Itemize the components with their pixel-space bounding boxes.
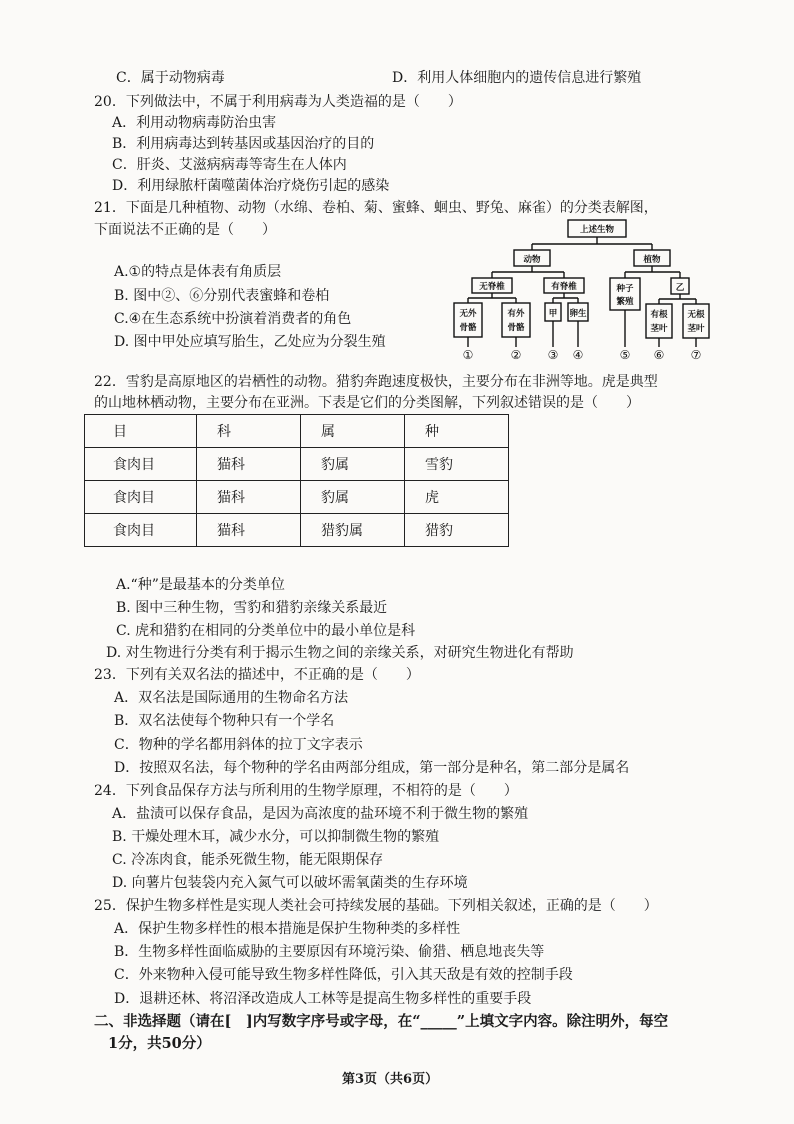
classification-table (84, 414, 509, 547)
q20-option-a: A．利用动物病毒防治虫害 (112, 115, 277, 131)
q24-option-a: A．盐渍可以保存食品，是因为高浓度的盐环境不利于微生物的繁殖 (112, 806, 529, 822)
diagram-number-3: ③ (547, 348, 559, 362)
q21-option-b: B. 图中②、⑥分别代表蜜蜂和卷柏 (114, 288, 330, 304)
diagram-seed-label-2: 繁殖 (616, 297, 634, 307)
diagram-yi-label: 乙 (675, 283, 685, 293)
q23-option-d: D．按照双名法，每个物种的学名由两部分组成，第一部分是种名，第二部分是属名 (114, 760, 630, 776)
table-cell: 雪豹 (405, 448, 509, 481)
q20-option-d: D．利用绿脓杆菌噬菌体治疗烧伤引起的感染 (112, 178, 390, 194)
q24-option-b: B. 干燥处理木耳，减少水分，可以抑制微生物的繁殖 (112, 829, 440, 845)
q20-option-c: C．肝炎、艾滋病病毒等寄生在人体内 (112, 157, 347, 173)
table-header-cell: 科 (197, 415, 301, 448)
q21-option-a: A.①的特点是体表有角质层 (114, 264, 282, 280)
q25-option-a: A．保护生物多样性的根本措施是保护生物种类的多样性 (114, 921, 461, 937)
table-cell: 猫科 (197, 514, 301, 547)
section2-heading-line2: 1分，共50分） (108, 1035, 211, 1052)
q22-stem-line1: 22．雪豹是高原地区的岩栖性的动物。猎豹奔跑速度极快，主要分布在非洲等地。虎是典型 (94, 374, 658, 390)
table-row (85, 481, 509, 514)
q22-stem-line2: 的山地林栖动物，主要分布在亚洲。下表是它们的分类图解，下列叙述错误的是（ ） (94, 395, 640, 411)
table-header-cell: 目 (85, 415, 197, 448)
q23-option-b: B．双名法使每个物种只有一个学名 (114, 713, 335, 729)
q25-option-d: D．退耕还林、将沼泽改造成人工林等是提高生物多样性的重要手段 (114, 991, 532, 1007)
table-cell: 食肉目 (85, 514, 197, 547)
diagram-animal-label: 动物 (523, 255, 541, 265)
table-cell: 猎豹属 (301, 514, 405, 547)
diagram-number-2: ② (510, 348, 522, 362)
table-row (85, 514, 509, 547)
table-header-cell: 种 (405, 415, 509, 448)
table-header-cell: 属 (301, 415, 405, 448)
q25-stem: 25．保护生物多样性是实现人类社会可持续发展的基础。下列相关叙述，正确的是（ ） (94, 898, 658, 914)
q22-option-b: B. 图中三种生物，雪豹和猎豹亲缘关系最近 (116, 600, 388, 616)
q24-stem: 24．下列食品保存方法与所利用的生物学原理，不相符的是（ ） (94, 783, 518, 799)
q24-option-c: C. 冷冻肉食，能杀死微生物，能无限期保存 (112, 852, 384, 868)
q21-stem-line1: 21．下面是几种植物、动物（水绵、卷柏、菊、蜜蜂、蛔虫、野兔、麻雀）的分类表解图， (94, 200, 658, 216)
diagram-no-exo-label-2: 骨骼 (459, 323, 477, 333)
classification-diagram (440, 216, 720, 366)
diagram-number-5: ⑤ (619, 348, 631, 362)
q25-option-c: C．外来物种入侵可能导致生物多样性降低，引入其天敌是有效的控制手段 (114, 967, 573, 983)
diagram-seed-label-1: 种子 (616, 284, 634, 294)
diagram-plant-label: 植物 (643, 255, 661, 265)
diagram-root-stem-label-2: 茎叶 (650, 324, 668, 334)
table-cell: 猎豹 (405, 514, 509, 547)
table-cell: 虎 (405, 481, 509, 514)
q23-option-a: A．双名法是国际通用的生物命名方法 (114, 690, 349, 706)
q22-option-a: A.“种”是最基本的分类单位 (116, 577, 285, 593)
q19-option-d: D．利用人体细胞内的遗传信息进行繁殖 (392, 70, 642, 86)
table-header-row (85, 415, 509, 448)
diagram-jia-label: 甲 (548, 309, 558, 319)
diagram-has-exo-label-2: 骨骼 (507, 323, 525, 333)
diagram-egg-label: 卵生 (569, 309, 587, 319)
diagram-number-4: ④ (572, 348, 584, 362)
diagram-vertebrate-label: 有脊椎 (551, 282, 577, 292)
section2-heading-line1: 二、非选择题（请在[ ]内写数字序号或字母，在“_____”上填文字内容。除注明外，每空 (94, 1013, 669, 1030)
q21-option-d: D. 图中甲处应填写胎生，乙处应为分裂生殖 (114, 334, 386, 350)
q25-option-b: B．生物多样性面临威胁的主要原因有环境污染、偷猎、栖息地丧失等 (114, 944, 545, 960)
q22-option-d: D. 对生物进行分类有利于揭示生物之间的亲缘关系，对研究生物进化有帮助 (106, 645, 574, 661)
q24-option-d: D. 向薯片包装袋内充入氮气可以破坏需氧菌类的生存环境 (112, 875, 468, 891)
diagram-root-stem-label-1: 有根 (650, 310, 668, 320)
diagram-no-root-label-2: 茎叶 (687, 324, 705, 334)
table-cell: 食肉目 (85, 481, 197, 514)
table-cell: 食肉目 (85, 448, 197, 481)
diagram-no-exo-label-1: 无外 (459, 309, 477, 319)
q23-option-c: C．物种的学名都用斜体的拉丁文字表示 (114, 737, 363, 753)
diagram-no-root-label-1: 无根 (687, 310, 705, 320)
page-footer: 第3页（共6页） (342, 1072, 439, 1087)
table-cell: 猫科 (197, 448, 301, 481)
diagram-number-7: ⑦ (690, 348, 702, 362)
table-cell: 豹属 (301, 481, 405, 514)
table-cell: 豹属 (301, 448, 405, 481)
diagram-number-1: ① (462, 348, 474, 362)
q21-option-c: C.④在生态系统中扮演着消费者的角色 (114, 311, 352, 327)
diagram-number-6: ⑥ (653, 348, 665, 362)
q19-option-c: C．属于动物病毒 (116, 70, 225, 86)
q23-stem: 23．下列有关双名法的描述中，不正确的是（ ） (94, 667, 420, 683)
q20-option-b: B．利用病毒达到转基因或基因治疗的目的 (112, 136, 375, 152)
q22-option-c: C. 虎和猎豹在相同的分类单位中的最小单位是科 (116, 623, 416, 639)
table-row (85, 448, 509, 481)
diagram-invertebrate-label: 无脊椎 (479, 282, 505, 292)
diagram-root-label: 上述生物 (579, 225, 615, 235)
diagram-has-exo-label-1: 有外 (507, 309, 525, 319)
q21-stem-line2: 下面说法不正确的是（ ） (94, 222, 276, 238)
table-cell: 猫科 (197, 481, 301, 514)
q20-stem: 20．下列做法中，不属于利用病毒为人类造福的是（ ） (94, 94, 462, 110)
